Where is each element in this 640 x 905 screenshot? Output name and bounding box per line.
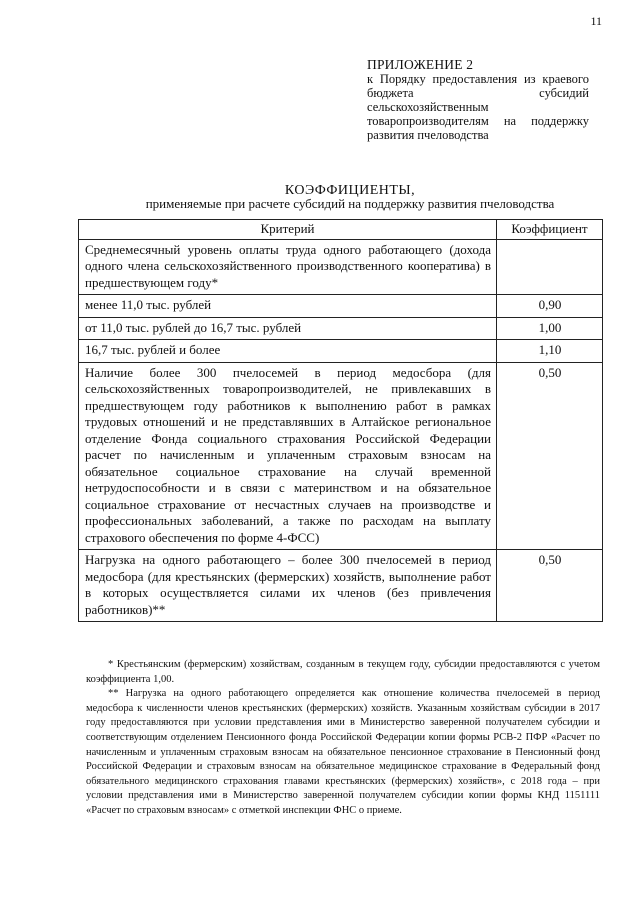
criterion-cell: Среднемесячный уровень оплаты труда одного работающего (дохода одного члена сельскохозяйственного производственного кооператива) в предшествующем году* bbox=[79, 239, 497, 295]
column-header-criterion: Критерий bbox=[79, 220, 497, 240]
page-number: 11 bbox=[590, 14, 602, 28]
coefficient-cell bbox=[497, 239, 603, 295]
criterion-cell: Нагрузка на одного работающего – более 300 пчелосемей в период медосбора (для крестьянских (фермерских) хозяйств, выполнение работ в которых осуществляется силами их членов (без привлечения работников)** bbox=[79, 550, 497, 622]
criterion-cell: менее 11,0 тыс. рублей bbox=[79, 295, 497, 318]
coefficient-cell: 0,50 bbox=[497, 362, 603, 550]
table-row bbox=[79, 239, 603, 295]
document-heading: КОЭФФИЦИЕНТЫ, bbox=[284, 183, 416, 198]
criterion-cell: Наличие более 300 пчелосемей в период медосбора (для сельскохозяйственных товаропроизводителей, не привлекавших в предшествующем году работников к выполнению работ в рамках трудовых отношений и не представлявших в Алтайское региональное отделение Фонда социального страхования Российской Федерации расчет по начисленным и уплаченным страховым взносам на обязательное социальное страхование на случай временной нетрудоспособности и в связи с материнством и на обязательное социальное страхование от несчастных случаев на производстве и профессиональных заболеваний, а также по расходам на выплату страхового обеспечения по форме 4-ФСС) bbox=[79, 362, 497, 550]
document-subheading: применяемые при расчете субсидий на поддержку развития пчеловодства bbox=[145, 196, 555, 211]
appendix-text: к Порядку предоставления из краевого бюджета субсидий сельскохозяйственным товаропроизводителям на поддержку развития пчеловодства bbox=[367, 72, 589, 142]
table-row bbox=[79, 317, 603, 340]
appendix-title: ПРИЛОЖЕНИЕ 2 bbox=[367, 57, 474, 72]
table-row bbox=[79, 362, 603, 550]
table-row bbox=[79, 550, 603, 622]
footnote-double-star: ** Нагрузка на одного работающего определяется как отношение количества пчелосемей в период медосбора к численности членов крестьянских (фермерских) хозяйств. Указанным хозяйствам субсидии в 2017 году предоставляются при условии представления ими в Министерство заверенной получателем субсидии и соответствующим отделением Пенсионного фонда Российской Федерации копии формы РСВ-2 ПФР «Расчет по начисленным и уплаченным страховым взносам на обязательное пенсионное страхование в Пенсионный фонд Российской Федерации и страховым взносам на обязательное медицинское страхование в Федеральный фонд обязательного медицинского страхования главами крестьянских (фермерских) хозяйств», с 2018 года – при условии представления ими в Министерство заверенной получателем субсидии копии формы КНД 1151111 «Расчет по страховым взносам» с отметкой инспекции ФНС о приеме. bbox=[86, 688, 600, 816]
footnote-single-star: * Крестьянским (фермерским) хозяйствам, созданным в текущем году, субсидии предоставляются с учетом коэффициента 1,00. bbox=[86, 659, 600, 685]
coefficient-cell: 1,00 bbox=[497, 317, 603, 340]
coefficient-cell: 0,90 bbox=[497, 295, 603, 318]
appendix-block bbox=[367, 58, 589, 142]
footnotes bbox=[86, 658, 600, 819]
table-row bbox=[79, 295, 603, 318]
coefficient-cell: 1,10 bbox=[497, 340, 603, 363]
table-row bbox=[79, 340, 603, 363]
criterion-cell: от 11,0 тыс. рублей до 16,7 тыс. рублей bbox=[79, 317, 497, 340]
coefficient-cell: 0,50 bbox=[497, 550, 603, 622]
column-header-coefficient: Коэффициент bbox=[497, 220, 603, 240]
coefficients-table bbox=[78, 219, 603, 622]
criterion-cell: 16,7 тыс. рублей и более bbox=[79, 340, 497, 363]
table-header-row bbox=[79, 220, 603, 240]
